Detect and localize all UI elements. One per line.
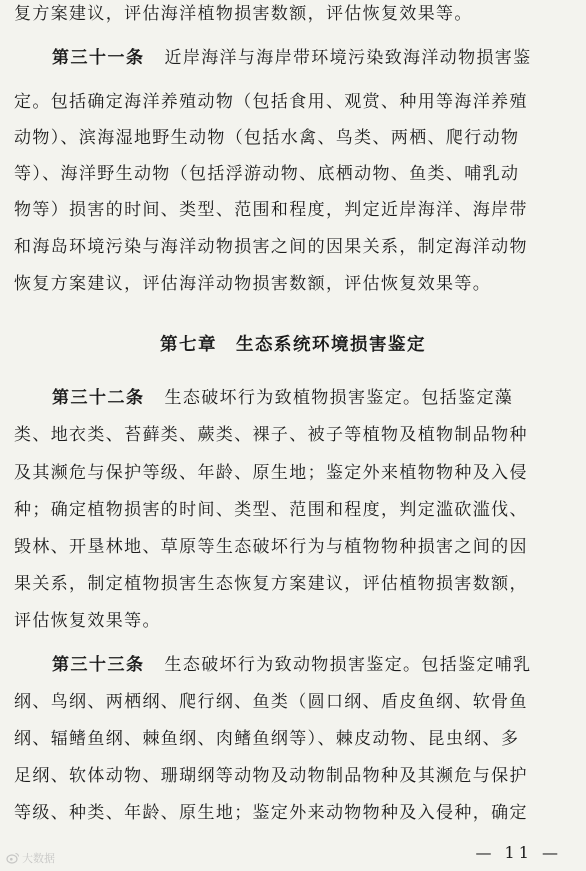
text-line: 及其濒危与保护等级、年龄、原生地；鉴定外来植物物种及入侵 <box>14 463 528 483</box>
chapter-heading: 第七章 生态系统环境损害鉴定 <box>160 335 426 355</box>
article-33-first-line: 第三十三条 生态破坏行为致动物损害鉴定。包括鉴定哺乳 <box>52 655 532 675</box>
text-line: 类、地衣类、苔藓类、蕨类、裸子、被子等植物及植物制品物种 <box>14 425 528 445</box>
article-number: 第三十三条 <box>52 655 145 675</box>
text-line: 评估恢复效果等。 <box>14 611 161 631</box>
text-line: 纲、辐鳍鱼纲、棘鱼纲、肉鳍鱼纲等）、棘皮动物、昆虫纲、多 <box>14 729 520 749</box>
text-line: 等）、海洋野生动物（包括浮游动物、底栖动物、鱼类、哺乳动 <box>14 164 520 184</box>
text-line: 纲、鸟纲、两栖纲、爬行纲、鱼类（圆口纲、盾皮鱼纲、软骨鱼 <box>14 692 528 712</box>
text-line: 毁林、开垦林地、草原等生态破坏行为与植物物种损害之间的因 <box>14 537 528 557</box>
page-number: — 11 — <box>475 843 562 862</box>
text-line: 等级、种类、年龄、原生地；鉴定外来动物物种及入侵种，确定 <box>14 803 528 823</box>
text-line: 果关系，制定植物损害生态恢复方案建议，评估植物损害数额， <box>14 574 528 594</box>
text-line: 足纲、软体动物、珊瑚纲等动物及动物制品物种及其濒危与保护 <box>14 766 528 786</box>
text-line: 复方案建议，评估海洋植物损害数额，评估恢复效果等。 <box>14 4 473 24</box>
watermark-text: 大数据 <box>22 852 55 865</box>
watermark <box>6 850 55 866</box>
weibo-logo-icon <box>6 852 20 864</box>
text-line: 动物）、滨海湿地野生动物（包括水禽、鸟类、两栖、爬行动物 <box>14 128 520 148</box>
text-line: 种；确定植物损害的时间、类型、范围和程度，判定滥砍滥伐、 <box>14 500 528 520</box>
text-line: 物等）损害的时间、类型、范围和程度，判定近岸海洋、海岸带 <box>14 200 528 220</box>
article-32-first-line: 第三十二条 生态破坏行为致植物损害鉴定。包括鉴定藻 <box>52 388 514 408</box>
article-number: 第三十一条 <box>52 48 145 68</box>
text-line: 恢复方案建议，评估海洋动物损害数额，评估恢复效果等。 <box>14 274 492 294</box>
article-number: 第三十二条 <box>52 388 145 408</box>
text-line: 和海岛环境污染与海洋动物损害之间的因果关系，制定海洋动物 <box>14 237 528 257</box>
article-31-first-line: 第三十一条 近岸海洋与海岸带环境污染致海洋动物损害鉴 <box>52 48 532 68</box>
text-line: 定。包括确定海洋养殖动物（包括食用、观赏、种用等海洋养殖 <box>14 92 528 112</box>
